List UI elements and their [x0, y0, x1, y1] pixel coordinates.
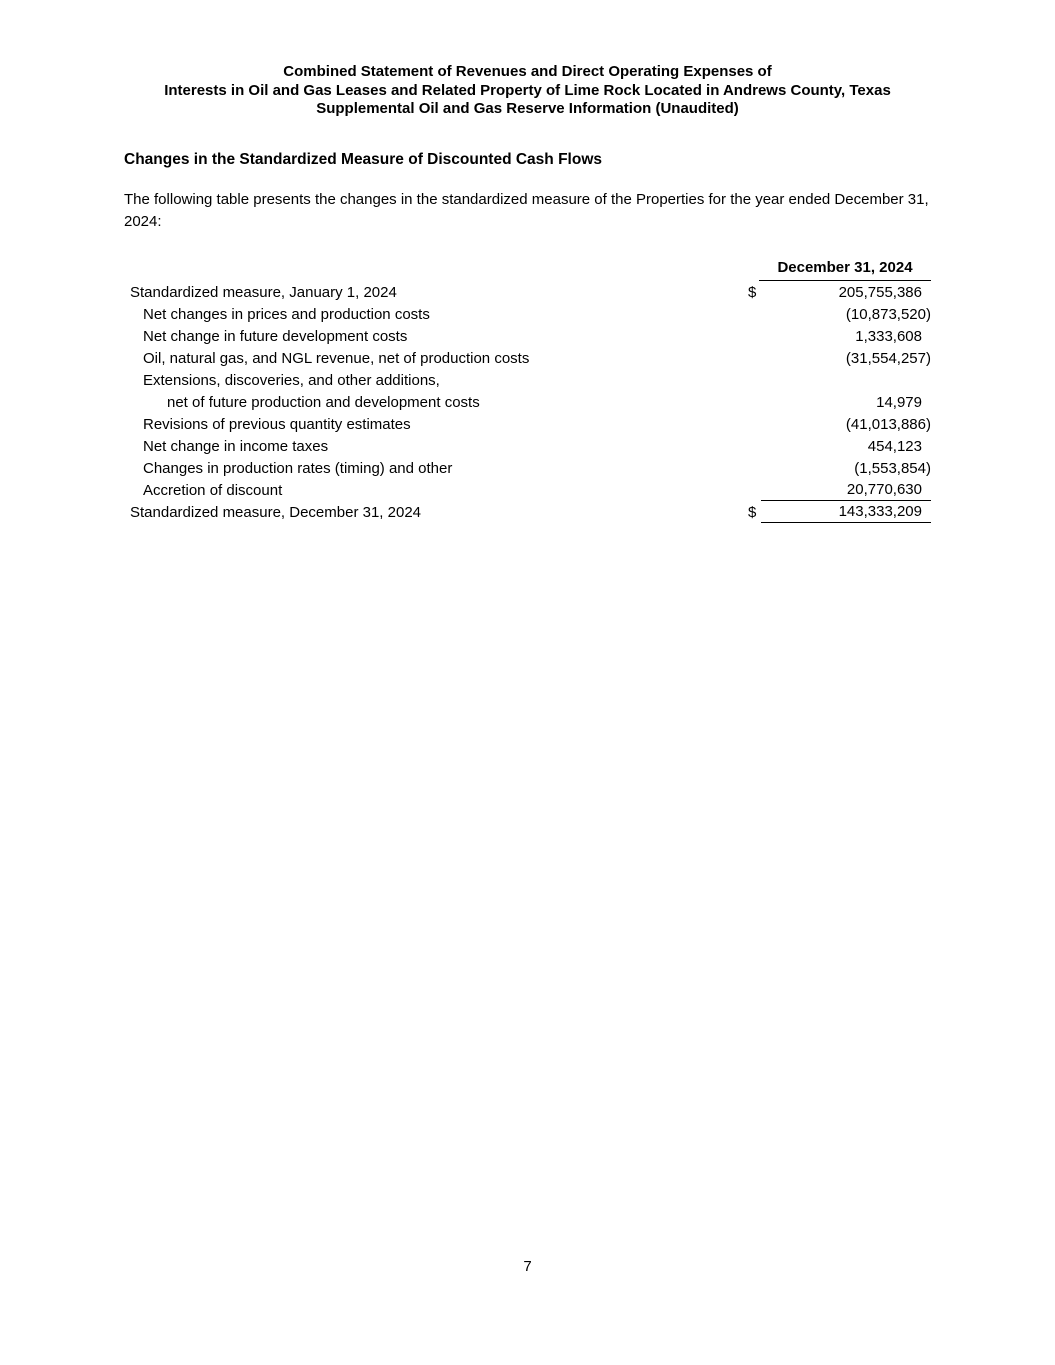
document-title-line-1: Combined Statement of Revenues and Direct Operating Expenses of [283, 63, 772, 80]
row-label: Extensions, discoveries, and other additions, [143, 371, 440, 389]
column-header-date: December 31, 2024 [759, 258, 931, 281]
row-value: 454,123 [867, 437, 922, 455]
row-value: (41,013,886) [845, 415, 931, 433]
row-value: 20,770,630 [761, 480, 931, 501]
table-row [124, 369, 931, 391]
table-row-accretion [124, 479, 931, 501]
table-header-row [124, 257, 931, 281]
table-row [124, 281, 931, 303]
table-row [124, 325, 931, 347]
row-label: Standardized measure, December 31, 2024 [130, 503, 422, 521]
row-value: 143,333,209 [761, 502, 931, 523]
row-label: Net change in income taxes [143, 437, 329, 455]
document-title-line-3: Supplemental Oil and Gas Reserve Information (Unaudited) [316, 100, 739, 117]
row-value: (31,554,257) [845, 349, 931, 367]
table-row [124, 457, 931, 479]
row-value: 205,755,386 [838, 283, 922, 301]
table-row-total [124, 501, 931, 523]
standardized-measure-table [124, 257, 931, 523]
row-value: (1,553,854) [854, 459, 931, 477]
row-label: net of future production and development costs [167, 393, 480, 411]
table-row [124, 391, 931, 413]
row-value: 14,979 [876, 393, 922, 411]
row-value: 1,333,608 [855, 327, 922, 345]
row-label: Changes in production rates (timing) and other [143, 459, 453, 477]
row-label: Net changes in prices and production costs [143, 305, 430, 323]
table-row [124, 303, 931, 325]
document-title-line-2: Interests in Oil and Gas Leases and Related Property of Lime Rock Located in Andrews County, Texas [164, 81, 891, 99]
row-label: Revisions of previous quantity estimates [143, 415, 411, 433]
table-row [124, 413, 931, 435]
row-label: Oil, natural gas, and NGL revenue, net of production costs [143, 349, 530, 367]
row-label: Standardized measure, January 1, 2024 [130, 283, 397, 301]
dollar-sign: $ [748, 283, 757, 301]
table-row [124, 435, 931, 457]
row-label: Net change in future development costs [143, 327, 408, 345]
table-row [124, 347, 931, 369]
page-number: 7 [523, 1258, 532, 1275]
document-title [0, 0, 1055, 119]
intro-paragraph: The following table presents the changes in the standardized measure of the Properties for the year ended December 31, 2024: [124, 190, 929, 230]
dollar-sign: $ [748, 503, 757, 521]
row-label: Accretion of discount [143, 481, 283, 499]
row-value: (10,873,520) [845, 305, 931, 323]
section-heading: Changes in the Standardized Measure of Discounted Cash Flows [124, 150, 602, 168]
